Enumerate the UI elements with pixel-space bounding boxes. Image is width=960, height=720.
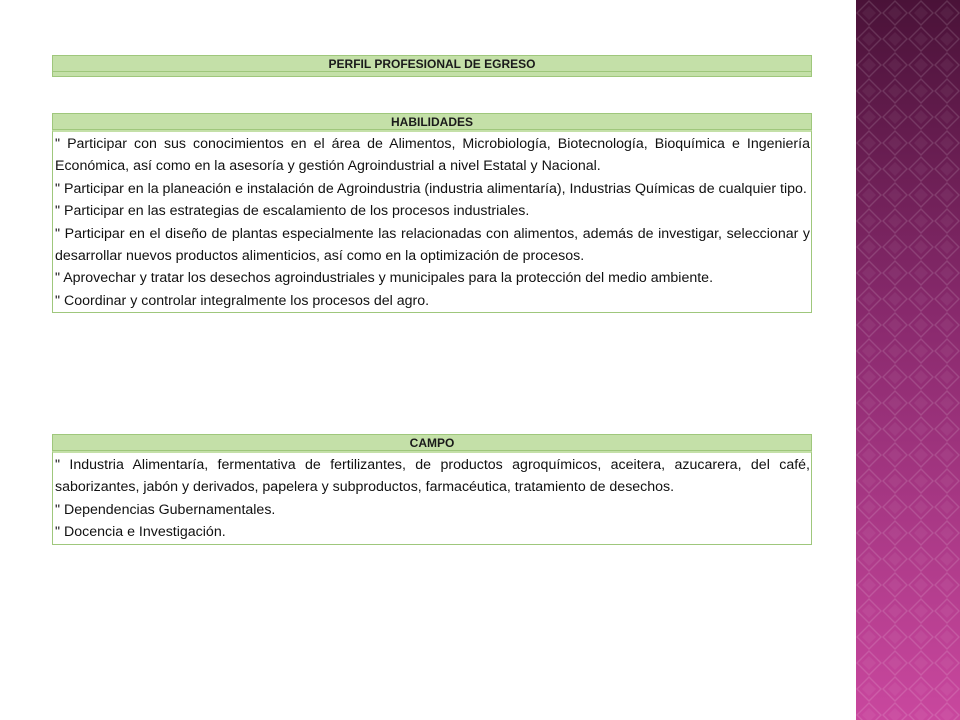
campo-heading: CAMPO bbox=[52, 434, 812, 451]
profile-title-block bbox=[52, 55, 812, 77]
profile-title: PERFIL PROFESIONAL DE EGRESO bbox=[52, 55, 812, 72]
decorative-side-panel bbox=[856, 0, 960, 720]
campo-item: " Dependencias Gubernamentales. bbox=[55, 501, 276, 518]
habilidades-item: " Participar en el diseño de plantas especialmente las relacionadas con alimentos, además de investigar, seleccionar y desarrollar nuevos productos alimenticios, así como en la optimización de procesos. bbox=[55, 225, 810, 265]
habilidades-item: " Coordinar y controlar integralmente los procesos del agro. bbox=[55, 292, 430, 309]
habilidades-item: " Participar con sus conocimientos en el área de Alimentos, Microbiología, Biotecnología, Bioquímica e Ingeniería Económica, así como en la asesoría y gestión Agroindustrial a nivel Estatal y Nacional. bbox=[55, 136, 810, 175]
habilidades-item: " Aprovechar y tratar los desechos agroindustriales y municipales para la protección del medio ambiente. bbox=[55, 270, 714, 287]
habilidades-heading: HABILIDADES bbox=[52, 113, 812, 130]
campo-section bbox=[52, 434, 812, 545]
habilidades-content bbox=[52, 130, 812, 313]
campo-item: " Docencia e Investigación. bbox=[55, 524, 226, 541]
habilidades-item: " Participar en las estrategias de escalamiento de los procesos industriales. bbox=[55, 203, 530, 220]
diamond-pattern bbox=[856, 0, 960, 720]
campo-item: " Industria Alimentaría, fermentativa de fertilizantes, de productos agroquímicos, aceitera, azucarera, del café, saborizantes, jabón y derivados, papelera y subproductos, farmacéutica, tratamiento de desechos. bbox=[55, 457, 810, 496]
campo-content bbox=[52, 451, 812, 545]
habilidades-section bbox=[52, 113, 812, 313]
habilidades-item: " Participar en la planeación e instalación de Agroindustria (industria alimentaría), Industrias Químicas de cualquier tipo. bbox=[55, 180, 807, 197]
